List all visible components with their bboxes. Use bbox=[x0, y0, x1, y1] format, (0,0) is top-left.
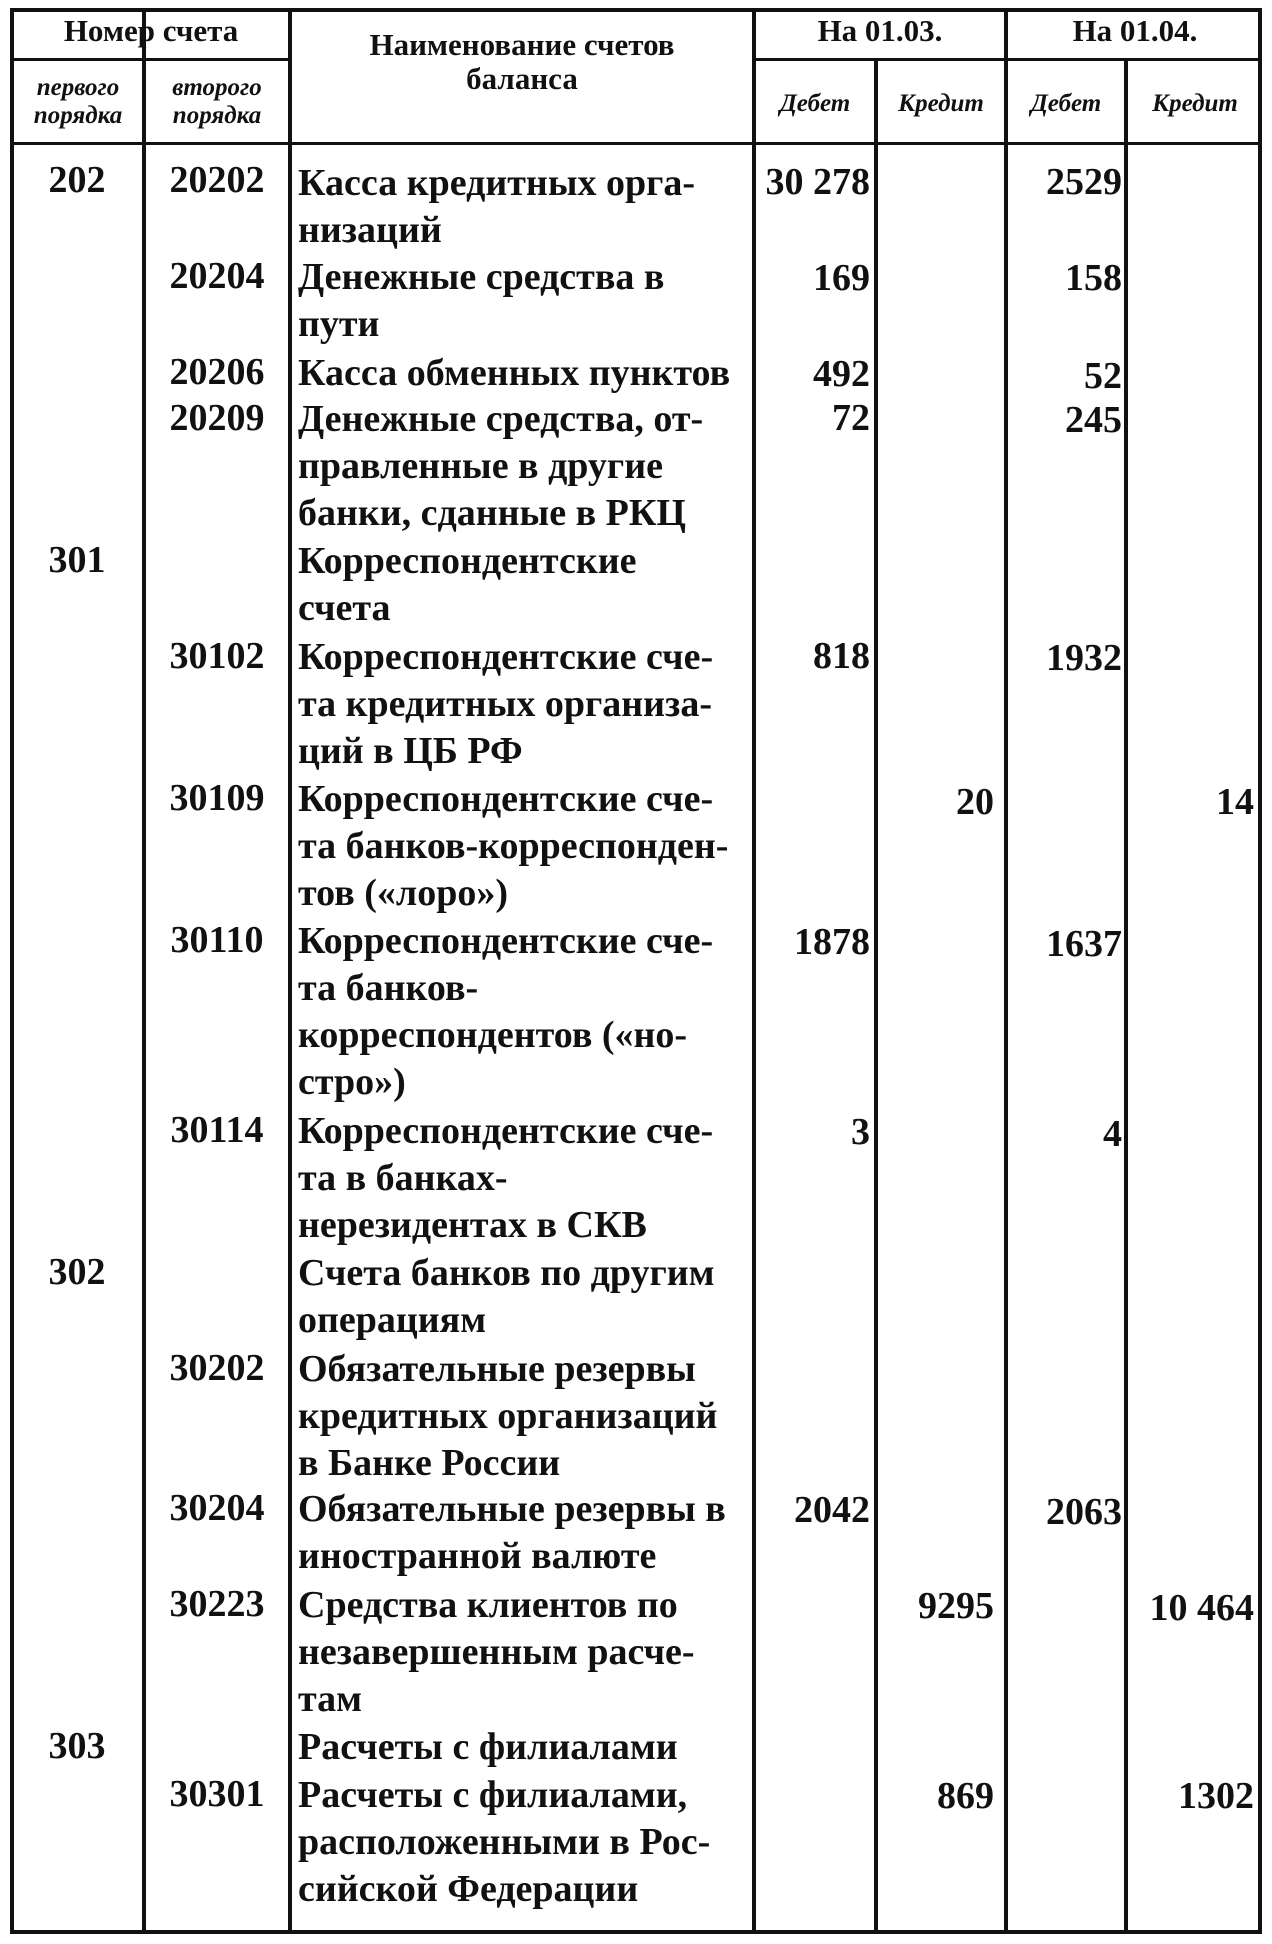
debit-0104: 2063 bbox=[1046, 1491, 1122, 1533]
debit-0104: 245 bbox=[1065, 399, 1122, 441]
debit-0103: 1878 bbox=[794, 921, 870, 963]
header-first-order: первого порядка bbox=[33, 74, 123, 129]
debit-0103: 2042 bbox=[794, 1489, 870, 1531]
account-name: Касса обменных пунктов bbox=[298, 352, 731, 394]
divider-col1 bbox=[142, 8, 146, 1934]
account-name: Обязательные резервы в иностранной валюте bbox=[298, 1488, 726, 1577]
account-name: Корреспондентские сче- та в банках- нерезидентах в СКВ bbox=[298, 1110, 714, 1246]
first-order-code: 302 bbox=[48, 1251, 106, 1293]
account-name: Корреспондентские сче- та банков- корреспондентов («но- стро») bbox=[298, 920, 714, 1103]
credit-0103: 20 bbox=[956, 781, 994, 823]
second-order-code: 30204 bbox=[169, 1487, 265, 1529]
second-order-code: 30202 bbox=[169, 1347, 265, 1389]
header-debit-1: Дебет bbox=[779, 90, 851, 117]
credit-0104: 1302 bbox=[1178, 1775, 1254, 1817]
header-credit-1: Кредит bbox=[898, 90, 984, 117]
account-name: Расчеты с филиалами bbox=[298, 1726, 678, 1768]
second-order-code: 20204 bbox=[169, 255, 265, 297]
header-period-1: На 01.03. bbox=[817, 13, 943, 48]
second-order-code: 30223 bbox=[169, 1583, 265, 1625]
account-name: Денежные средства, от- правленные в другие банки, сданные в РКЦ bbox=[298, 398, 704, 534]
header-debit-2: Дебет bbox=[1030, 90, 1102, 117]
debit-0103: 492 bbox=[813, 353, 870, 395]
debit-0104: 1932 bbox=[1046, 637, 1122, 679]
debit-0104: 158 bbox=[1065, 257, 1122, 299]
second-order-code: 20206 bbox=[169, 351, 265, 393]
account-name: Корреспондентские сче- та кредитных организа- ций в ЦБ РФ bbox=[298, 636, 714, 772]
divider-col5 bbox=[1004, 8, 1008, 1934]
divider-col4 bbox=[874, 60, 878, 1934]
debit-0103: 3 bbox=[851, 1111, 870, 1153]
header-period-2: На 01.04. bbox=[1072, 13, 1198, 48]
second-order-code: 20202 bbox=[169, 159, 265, 201]
credit-0104: 14 bbox=[1216, 781, 1254, 823]
account-name: Средства клиентов по незавершенным расче- там bbox=[298, 1584, 695, 1720]
account-name: Касса кредитных орга- низаций bbox=[298, 162, 696, 251]
header-line-right bbox=[752, 58, 1262, 61]
divider-col2 bbox=[288, 8, 292, 1934]
second-order-code: 30301 bbox=[169, 1773, 265, 1815]
header-line-left bbox=[10, 58, 288, 61]
debit-0103: 72 bbox=[832, 397, 870, 439]
account-name: Корреспондентские сче- та банков-корреспонден- тов («лоро») bbox=[298, 778, 729, 914]
account-name: Корреспондентские счета bbox=[298, 540, 637, 629]
debit-0103: 169 bbox=[813, 257, 870, 299]
debit-0103: 818 bbox=[813, 635, 870, 677]
credit-0104: 10 464 bbox=[1149, 1587, 1254, 1629]
header-credit-2: Кредит bbox=[1152, 90, 1238, 117]
credit-0103: 869 bbox=[937, 1775, 994, 1817]
account-name: Обязательные резервы кредитных организаций в Банке России bbox=[298, 1348, 718, 1484]
account-name: Расчеты с филиалами, расположенными в Рос- сийской Федерации bbox=[298, 1774, 711, 1910]
first-order-code: 301 bbox=[48, 539, 106, 581]
credit-0103: 9295 bbox=[918, 1585, 994, 1627]
second-order-code: 30109 bbox=[169, 777, 265, 819]
first-order-code: 303 bbox=[48, 1725, 106, 1767]
second-order-code: 20209 bbox=[169, 397, 265, 439]
first-order-code: 202 bbox=[48, 159, 106, 201]
divider-col6 bbox=[1124, 60, 1128, 1934]
second-order-code: 30114 bbox=[170, 1109, 264, 1151]
debit-0103: 30 278 bbox=[765, 161, 870, 203]
debit-0104: 1637 bbox=[1046, 923, 1122, 965]
debit-0104: 2529 bbox=[1046, 161, 1122, 203]
debit-0104: 4 bbox=[1103, 1113, 1122, 1155]
debit-0104: 52 bbox=[1084, 355, 1122, 397]
second-order-code: 30110 bbox=[170, 919, 264, 961]
header-bottom-line bbox=[10, 142, 1262, 145]
header-account-name: Наименование счетов баланса bbox=[369, 27, 675, 97]
account-name: Счета банков по другим операциям bbox=[298, 1252, 715, 1341]
divider-col3 bbox=[752, 8, 756, 1934]
header-second-order: второго порядка bbox=[172, 74, 262, 129]
header-account-number: Номер счета bbox=[63, 13, 239, 48]
account-name: Денежные средства в пути bbox=[298, 256, 665, 345]
second-order-code: 30102 bbox=[169, 635, 265, 677]
